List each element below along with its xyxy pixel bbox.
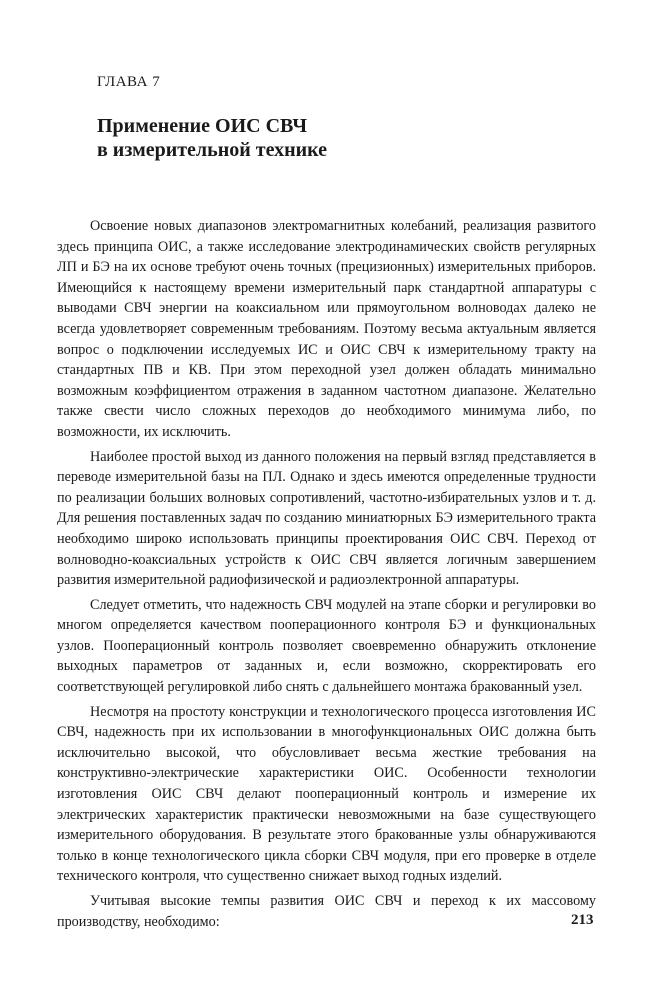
- chapter-title-line-2: в измерительной технике: [97, 139, 328, 161]
- paragraph-5: Учитывая высокие темпы развития ОИС СВЧ и переход к их массовому производству, необходимо:: [57, 893, 596, 930]
- paragraph-3: Следует отметить, что надежность СВЧ модулей на этапе сборки и регулировки во многом определяется качеством пооперационного контроля БЭ и функциональных узлов. Пооперационный контроль позволяет своевременно обнаружить отклонение выходных параметров от заданных и, если возможно, скорректировать его соответствующей регулировкой либо снять с дальнейшего монтажа бракованный узел.: [57, 596, 596, 696]
- paragraph-2: Наиболее простой выход из данного положения на первый взгляд представляется в переводе измерительной базы на ПЛ. Однако и здесь имеются определенные трудности по реализации больших волновых сопротивлений, частотно-избирательных узлов и т. д. Для решения поставленных задач по созданию миниатюрных БЭ измерительного тракта необходимо широко использовать принципы проектирования ОИС СВЧ. Переход от волноводно-коаксиальных устройств к ОИС СВЧ является логичным завершением развития измерительной радиофизической и радиоэлектронной аппаратуры.: [57, 448, 596, 589]
- chapter-label: ГЛАВА 7: [97, 74, 161, 90]
- chapter-title: [97, 114, 517, 162]
- paragraph-1: Освоение новых диапазонов электромагнитных колебаний, реализация развитого здесь принципа ОИС, а также исследование электродинамических свойств регулярных ЛП и БЭ на их основе требуют очень точных (прецизионных) измерительных приборов. Имеющийся к настоящему времени измерительный парк стандартной аппаратуры с выводами СВЧ энергии на коаксиальном или прямоугольном волноводах далеко не всегда удовлетворяет современным требованиям. Поэтому весьма актуальным является вопрос о подключении исследуемых ИС и ОИС СВЧ к измерительному тракту на стандартных ПВ и КВ. При этом переходной узел должен обладать минимально возможным коэффициентом отражения в заданном частотном диапазоне. Желательно также свести число сложных переходов до необходимого минимума либо, по возможности, их исключить.: [57, 218, 596, 440]
- body-text: [57, 216, 596, 936]
- chapter-title-line-1: Применение ОИС СВЧ: [97, 115, 308, 137]
- page-number: 213: [571, 912, 594, 928]
- paragraph-4: Несмотря на простоту конструкции и технологического процесса изготовления ИС СВЧ, надежность при их использовании в многофункциональных ОИС должна быть исключительно высокой, что обусловливает весьма жесткие требования на конструктивно-электрические характеристики ОИС. Особенности технологии изготовления ОИС СВЧ делают пооперационный контроль и измерение их электрических характеристик практически невозможными на базе существующего измерительного оборудования. В результате этого бракованные узлы обнаруживаются только в конце технологического цикла сборки СВЧ модуля, при его проверке в отделе технического контроля, что существенно снижает выход годных изделий.: [57, 703, 596, 885]
